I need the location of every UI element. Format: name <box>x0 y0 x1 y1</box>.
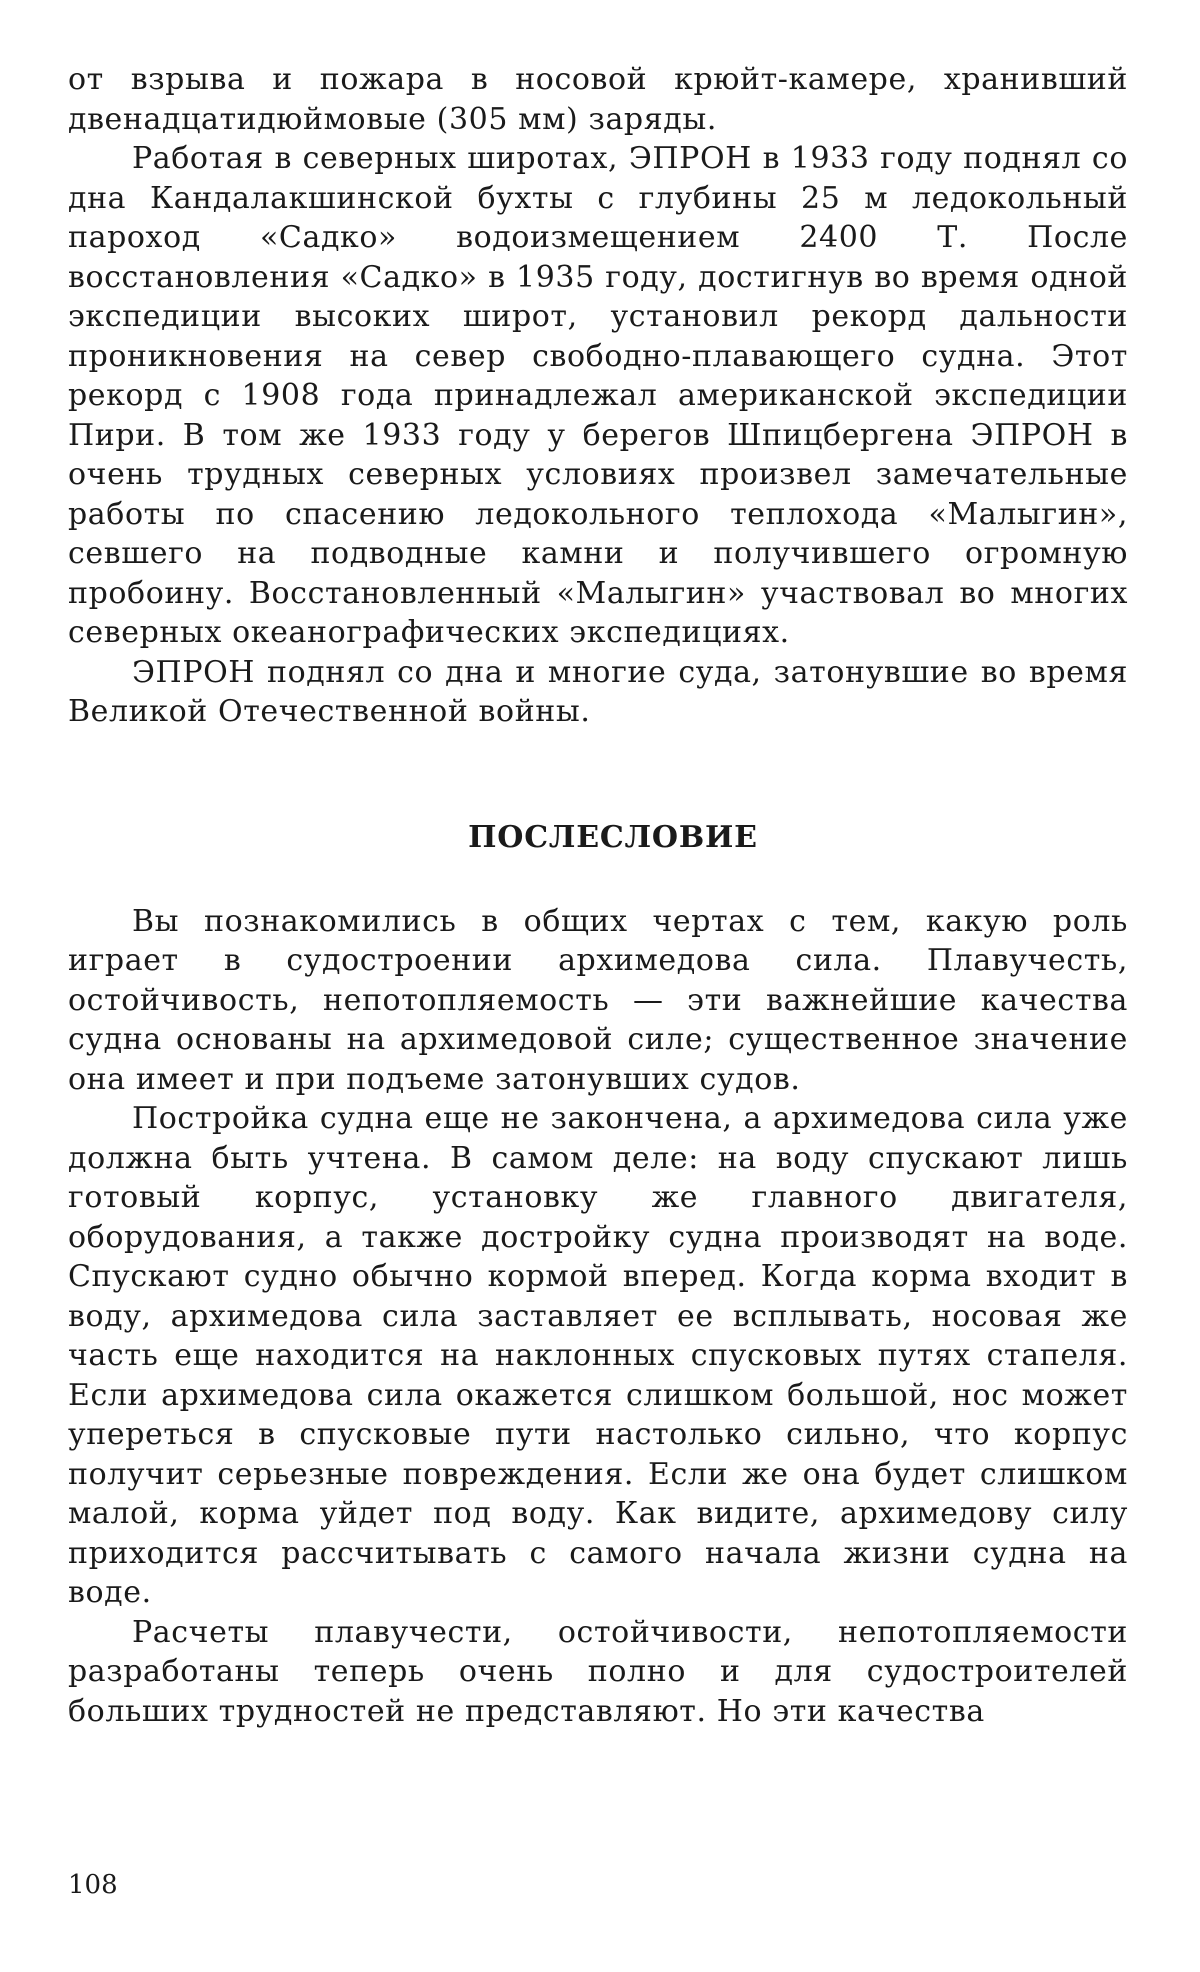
paragraph-calculations: Расчеты плавучести, остойчивости, непотопляемости разработаны теперь очень полно и для судостроителей больших трудностей не представляют. Но эти качества <box>68 1613 1128 1732</box>
text-column <box>68 60 1128 1731</box>
book-page <box>0 0 1200 1972</box>
paragraph-epron-north: Работая в северных широтах, ЭПРОН в 1933 году поднял со дна Кандалакшинской бухты с глубины 25 м ледокольный пароход «Садко» водоизмещением 2400 Т. После восстановления «Садко» в 1935 году, достигнув во время одной экспедиции высоких широт, установил рекорд дальности проникновения на север свободно-плавающего судна. Этот рекорд с 1908 года принадлежал американской экспедиции Пири. В том же 1933 году у берегов Шпицбергена ЭПРОН в очень трудных северных условиях произвел замечательные работы по спасению ледокольного теплохода «Малыгин», севшего на подводные камни и получившего огромную пробоину. Восстановленный «Малыгин» участвовал во многих северных океанографических экспедициях. <box>68 139 1128 653</box>
paragraph-continuation: от взрыва и пожара в носовой крюйт-камере, хранивший двенадцатидюймовые (305 мм) заряды. <box>68 60 1128 139</box>
paragraph-ship-launch: Постройка судна еще не закончена, а архимедова сила уже должна быть учтена. В самом деле: на воду спускают лишь готовый корпус, установку же главного двигателя, оборудования, а также достройку судна производят на воде. Спускают судно обычно кормой вперед. Когда корма входит в воду, архимедова сила заставляет ее всплывать, носовая же часть еще находится на наклонных спусковых путях стапеля. Если архимедова сила окажется слишком большой, нос может упереться в спусковые пути настолько сильно, что корпус получит серьезные повреждения. Если же она будет слишком малой, корма уйдет под воду. Как видите, архимедову силу приходится рассчитывать с самого начала жизни судна на воде. <box>68 1099 1128 1613</box>
spacer <box>68 858 1128 902</box>
paragraph-epron-war: ЭПРОН поднял со дна и многие суда, затонувшие во время Великой Отечественной войны. <box>68 653 1128 732</box>
spacer <box>68 732 1128 818</box>
section-heading: ПОСЛЕСЛОВИЕ <box>68 818 1128 858</box>
page-number: 108 <box>68 1870 118 1900</box>
paragraph-archimedes-role: Вы познакомились в общих чертах с тем, какую роль играет в судостроении архимедова сила. Плавучесть, остойчивость, непотопляемость — эти важнейшие качества судна основаны на архимедовой силе; существенное значение она имеет и при подъеме затонувших судов. <box>68 902 1128 1100</box>
